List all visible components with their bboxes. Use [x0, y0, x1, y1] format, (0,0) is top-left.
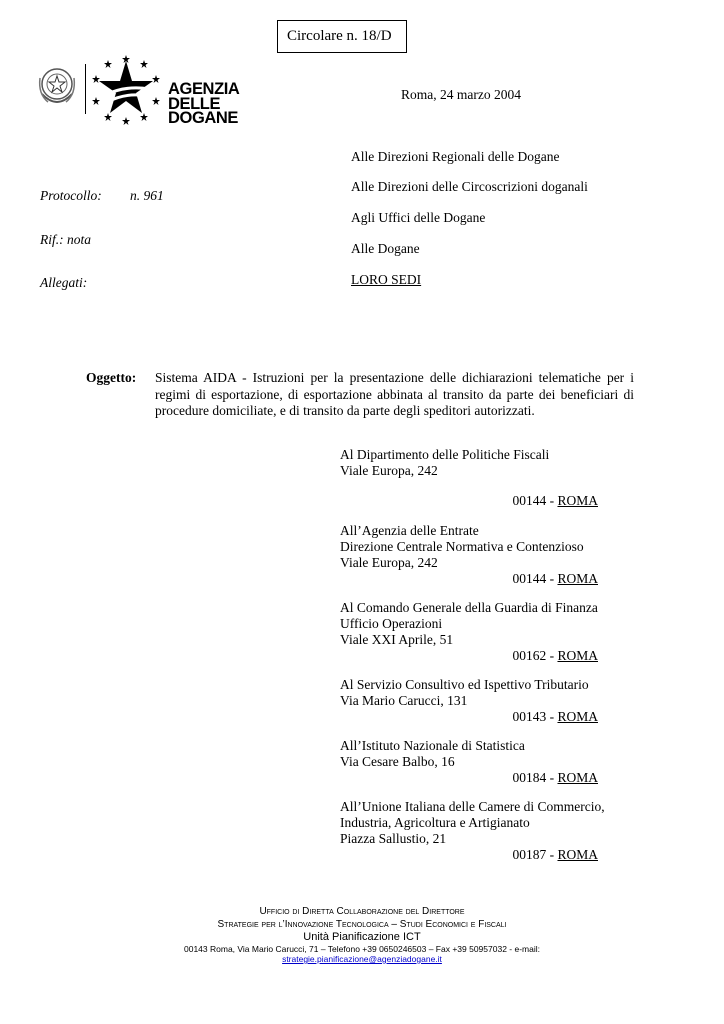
document-date: Roma, 24 marzo 2004: [401, 87, 521, 102]
recipient-line: Ufficio Operazioni: [340, 616, 443, 631]
logo-line: DELLE: [168, 94, 221, 113]
recipient-line: Via Cesare Balbo, 16: [340, 754, 455, 769]
recipient-line: Via Mario Carucci, 131: [340, 693, 468, 708]
oggetto-text: Sistema AIDA - Istruzioni per la presentazione delle dichiarazioni telematiche per i regimi di esportazione, di esportazione abbinata al transito da parte dei beneficiari di procedure domiciliate, e di transito da parte degli speditori autorizzati.: [155, 370, 634, 418]
recipient-line: Industria, Agricoltura e Artigianato: [340, 815, 530, 830]
addressee: Agli Uffici delle Dogane: [351, 210, 486, 225]
footer-office: Ufficio di Diretta Collaborazione del Direttore: [259, 906, 465, 917]
footer-unit: Unità Pianificazione ICT: [303, 931, 421, 943]
protocollo-value: n. 961: [130, 188, 164, 203]
recipient-line: Viale Europa, 242: [340, 555, 438, 570]
recipient-line: Al Comando Generale della Guardia di Finanza: [340, 600, 598, 615]
allegati-label: Allegati:: [40, 275, 88, 290]
recipient-block: [340, 600, 598, 664]
recipient-city: 00184 - ROMA: [512, 770, 598, 785]
recipient-line: Viale XXI Aprile, 51: [340, 632, 454, 647]
addressee: Alle Direzioni delle Circoscrizioni doganali: [351, 179, 588, 194]
recipient-line: All’Istituto Nazionale di Statistica: [340, 738, 525, 753]
recipient-city: 00144 - ROMA: [512, 571, 598, 586]
protocollo-label: Protocollo:: [40, 188, 102, 203]
addressee-loro-sedi: LORO SEDI: [351, 272, 422, 287]
footer-email-link[interactable]: strategie.pianificazione@agenziadogane.it: [282, 954, 442, 964]
recipient-line: All’Agenzia delle Entrate: [340, 523, 479, 538]
oggetto-label: Oggetto:: [86, 370, 137, 385]
recipient-block: [340, 799, 605, 863]
recipient-city: 00162 - ROMA: [512, 648, 598, 663]
recipient-line: Al Servizio Consultivo ed Ispettivo Tributario: [340, 677, 589, 692]
recipient-city: 00143 - ROMA: [512, 709, 598, 724]
republic-emblem-icon: [36, 64, 78, 110]
recipient-line: All’Unione Italiana delle Camere di Commercio,: [340, 799, 605, 814]
recipient-block: [340, 677, 598, 725]
logo-divider: [85, 64, 86, 114]
circolare-number: Circolare n. 18/D: [287, 28, 392, 44]
addressee: Alle Dogane: [351, 241, 420, 256]
recipient-line: Piazza Sallustio, 21: [340, 831, 447, 846]
recipient-block: [340, 523, 598, 587]
recipient-line: Viale Europa, 242: [340, 463, 438, 478]
agency-star-logo-icon: [91, 55, 161, 125]
recipient-city: 00144 - ROMA: [512, 493, 598, 508]
footer-department: Strategie per l’Innovazione Tecnologica – Studi Economici e Fiscali: [217, 919, 507, 930]
rif-label: Rif.: nota: [40, 232, 91, 247]
logo-line: AGENZIA: [168, 80, 240, 98]
recipient-line: Al Dipartimento delle Politiche Fiscali: [340, 447, 550, 462]
addressee: Alle Direzioni Regionali delle Dogane: [351, 149, 560, 164]
recipient-block: [340, 447, 598, 509]
recipient-block: [340, 738, 598, 786]
agency-logo-text: [168, 82, 239, 126]
circolare-box: [277, 20, 407, 53]
logo-line: DOGANE: [168, 109, 239, 127]
recipient-line: Direzione Centrale Normativa e Contenzioso: [340, 539, 584, 554]
recipient-city: 00187 - ROMA: [512, 847, 598, 862]
footer-contacts: 00143 Roma, Via Mario Carucci, 71 – Telefono +39 0650246503 – Fax +39 50957032 - e-mail:: [184, 944, 540, 954]
